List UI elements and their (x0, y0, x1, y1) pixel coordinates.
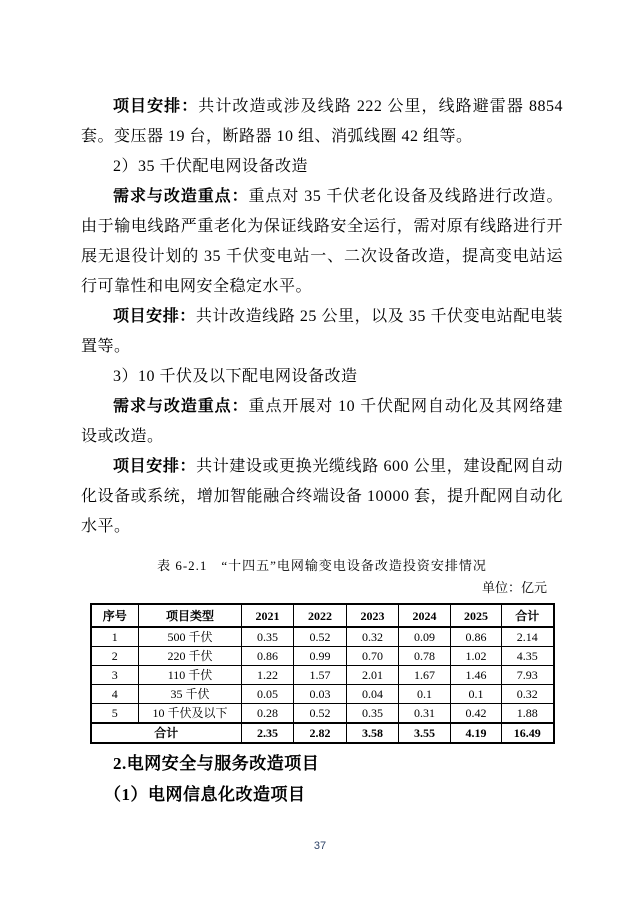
table-row (91, 685, 554, 704)
paragraph-project-arrangement-1 (81, 92, 563, 152)
table-cell: 1.46 (451, 666, 502, 685)
paragraph-lead: 项目安排： (113, 98, 199, 115)
table-cell: 0.70 (347, 647, 399, 666)
paragraph-text: 重点开展对 10 千伏配网自动化及其网络建设或改造。 (81, 398, 563, 445)
table-cell: 0.09 (399, 627, 451, 647)
table-cell: 220 千伏 (139, 647, 242, 666)
table-cell: 35 千伏 (139, 685, 242, 704)
table-cell: 4.35 (502, 647, 554, 666)
table-cell: 110 千伏 (139, 666, 242, 685)
investment-table (90, 603, 555, 744)
total-cell: 2.82 (294, 723, 347, 743)
table-row (91, 627, 554, 647)
table-cell: 0.1 (451, 685, 502, 704)
table-cell: 0.86 (451, 627, 502, 647)
col-header-2024: 2024 (399, 604, 451, 627)
total-cell: 3.58 (347, 723, 399, 743)
total-cell: 3.55 (399, 723, 451, 743)
table-cell: 0.05 (242, 685, 294, 704)
table-row (91, 666, 554, 685)
table-total-row (91, 723, 554, 743)
paragraph-lead: 项目安排： (113, 458, 197, 475)
paragraph-project-arrangement-2 (81, 302, 563, 362)
unit-label: 单位：亿元 (481, 580, 547, 595)
table-row (91, 647, 554, 666)
paragraph-project-arrangement-3 (81, 452, 563, 542)
table-cell: 0.1 (399, 685, 451, 704)
table-cell: 5 (91, 704, 139, 724)
table-caption: 表 6-2.1 “十四五”电网输变电设备改造投资安排情况 (157, 558, 487, 573)
table-cell: 0.35 (242, 627, 294, 647)
heading-grid-safety-service: 2.电网安全与服务改造项目 (113, 754, 320, 773)
table-cell: 0.86 (242, 647, 294, 666)
table-cell: 0.42 (451, 704, 502, 724)
col-header-2025: 2025 (451, 604, 502, 627)
col-header-type: 项目类型 (139, 604, 242, 627)
col-header-2021: 2021 (242, 604, 294, 627)
col-header-total: 合计 (502, 604, 554, 627)
paragraph-text: 共计改造线路 25 公里，以及 35 千伏变电站配电装置等。 (81, 308, 563, 355)
heading-grid-informatization: （1）电网信息化改造项目 (104, 785, 306, 804)
col-header-2022: 2022 (294, 604, 347, 627)
table-cell: 0.04 (347, 685, 399, 704)
paragraph-lead: 需求与改造重点： (113, 398, 249, 415)
total-label: 合计 (91, 723, 242, 743)
paragraph-lead: 项目安排： (113, 308, 196, 325)
paragraph-text: 共计改造或涉及线路 222 公里，线路避雷器 8854 套。变压器 19 台，断路器 10 组、消弧线圈 42 组等。 (81, 98, 563, 145)
table-cell: 10 千伏及以下 (139, 704, 242, 724)
total-cell: 16.49 (502, 723, 554, 743)
paragraph-text: 重点对 35 千伏老化设备及线路进行改造。由于输电线路严重老化为保证线路安全运行，需对原有线路进行开展无退役计划的 35 千伏变电站一、二次设备改造，提高变电站运行可靠性和电网安全稳定水平。 (81, 188, 563, 295)
paragraph-needs-focus-1 (81, 182, 563, 302)
table-cell: 1 (91, 627, 139, 647)
table-cell: 3 (91, 666, 139, 685)
paragraph-text: 共计建设或更换光缆线路 600 公里，建设配网自动化设备或系统，增加智能融合终端设备 10000 套，提升配网自动化水平。 (81, 458, 563, 535)
table-row (91, 704, 554, 724)
table-header-row (91, 604, 554, 627)
table-cell: 0.99 (294, 647, 347, 666)
page-number: 37 (313, 840, 327, 852)
table-cell: 4 (91, 685, 139, 704)
table-cell: 500 千伏 (139, 627, 242, 647)
paragraph-lead: 需求与改造重点： (113, 188, 249, 205)
table-cell: 1.88 (502, 704, 554, 724)
col-header-2023: 2023 (347, 604, 399, 627)
table-cell: 1.02 (451, 647, 502, 666)
table-cell: 1.57 (294, 666, 347, 685)
table-cell: 1.67 (399, 666, 451, 685)
paragraph-needs-focus-2 (81, 392, 563, 452)
total-cell: 4.19 (451, 723, 502, 743)
table-cell: 0.52 (294, 704, 347, 724)
table-cell: 0.78 (399, 647, 451, 666)
section-heading-35kv: 2）35 千伏配电网设备改造 (113, 158, 309, 175)
table-cell: 0.31 (399, 704, 451, 724)
table-cell: 1.22 (242, 666, 294, 685)
table-cell: 0.32 (347, 627, 399, 647)
table-cell: 0.03 (294, 685, 347, 704)
document-page-content (81, 92, 563, 810)
table-cell: 0.28 (242, 704, 294, 724)
section-heading-10kv: 3）10 千伏及以下配电网设备改造 (113, 368, 358, 385)
col-header-seq: 序号 (91, 604, 139, 627)
table-cell: 0.35 (347, 704, 399, 724)
table-cell: 2.14 (502, 627, 554, 647)
total-cell: 2.35 (242, 723, 294, 743)
table-cell: 0.32 (502, 685, 554, 704)
table-cell: 0.52 (294, 627, 347, 647)
table-cell: 2 (91, 647, 139, 666)
table-cell: 7.93 (502, 666, 554, 685)
table-cell: 2.01 (347, 666, 399, 685)
